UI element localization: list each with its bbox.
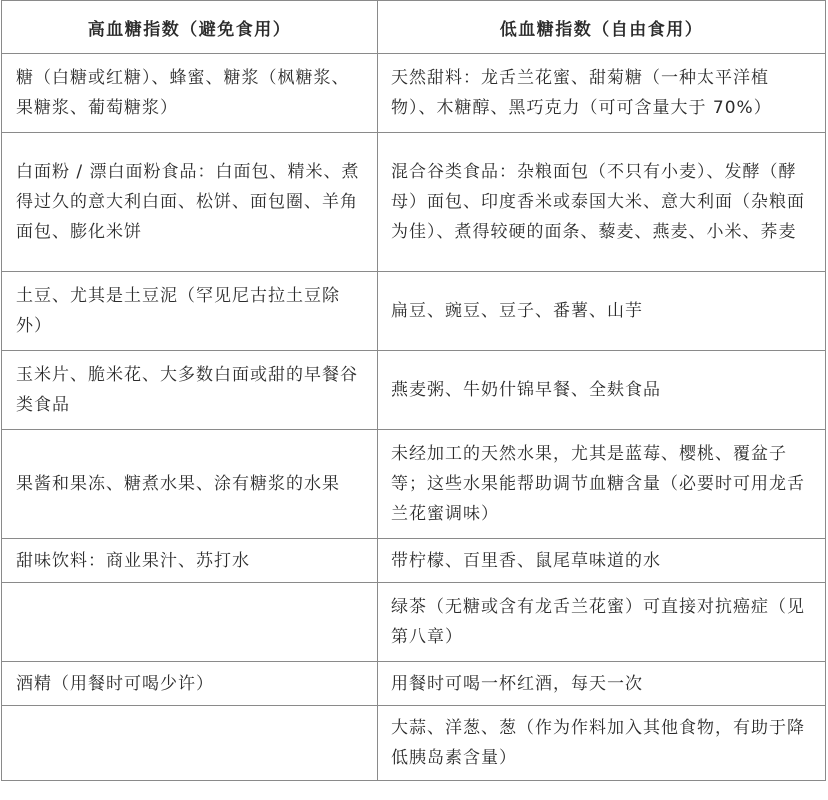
table-row: [2, 54, 826, 133]
table-row: [2, 272, 826, 351]
cell-high-gi: 白面粉 / 漂白面粉食品：白面包、精米、煮得过久的意大利白面、松饼、面包圈、羊角面包、膨化米饼: [2, 133, 378, 272]
cell-low-gi: 带柠檬、百里香、鼠尾草味道的水: [378, 539, 826, 583]
table-row: [2, 539, 826, 583]
cell-low-gi: 未经加工的天然水果，尤其是蓝莓、樱桃、覆盆子等；这些水果能帮助调节血糖含量（必要时可用龙舌兰花蜜调味）: [378, 430, 826, 539]
cell-low-gi: 天然甜料：龙舌兰花蜜、甜菊糖（一种太平洋植物）、木糖醇、黑巧克力（可可含量大于 70%）: [378, 54, 826, 133]
header-high-gi: 高血糖指数（避免食用）: [2, 1, 378, 54]
table-row: [2, 706, 826, 781]
cell-high-gi: 甜味饮料：商业果汁、苏打水: [2, 539, 378, 583]
cell-high-gi-empty: [2, 706, 378, 781]
table-row: [2, 133, 826, 272]
cell-low-gi: 燕麦粥、牛奶什锦早餐、全麸食品: [378, 351, 826, 430]
glycemic-index-table: [1, 0, 826, 781]
cell-low-gi: 混合谷类食品：杂粮面包（不只有小麦）、发酵（酵母）面包、印度香米或泰国大米、意大利面（杂粮面为佳）、煮得较硬的面条、藜麦、燕麦、小米、荞麦: [378, 133, 826, 272]
table-header-row: [2, 1, 826, 54]
table-row: [2, 583, 826, 662]
table-row: [2, 662, 826, 706]
cell-high-gi-empty: [2, 583, 378, 662]
cell-high-gi: 土豆、尤其是土豆泥（罕见尼古拉土豆除外）: [2, 272, 378, 351]
cell-high-gi: 酒精（用餐时可喝少许）: [2, 662, 378, 706]
cell-low-gi: 大蒜、洋葱、葱（作为作料加入其他食物，有助于降低胰岛素含量）: [378, 706, 826, 781]
cell-low-gi: 用餐时可喝一杯红酒，每天一次: [378, 662, 826, 706]
header-low-gi: 低血糖指数（自由食用）: [378, 1, 826, 54]
cell-high-gi: 果酱和果冻、糖煮水果、涂有糖浆的水果: [2, 430, 378, 539]
table-row: [2, 351, 826, 430]
cell-low-gi: 扁豆、豌豆、豆子、番薯、山芋: [378, 272, 826, 351]
cell-high-gi: 糖（白糖或红糖）、蜂蜜、糖浆（枫糖浆、果糖浆、葡萄糖浆）: [2, 54, 378, 133]
cell-high-gi: 玉米片、脆米花、大多数白面或甜的早餐谷类食品: [2, 351, 378, 430]
table-row: [2, 430, 826, 539]
cell-low-gi: 绿茶（无糖或含有龙舌兰花蜜）可直接对抗癌症（见第八章）: [378, 583, 826, 662]
